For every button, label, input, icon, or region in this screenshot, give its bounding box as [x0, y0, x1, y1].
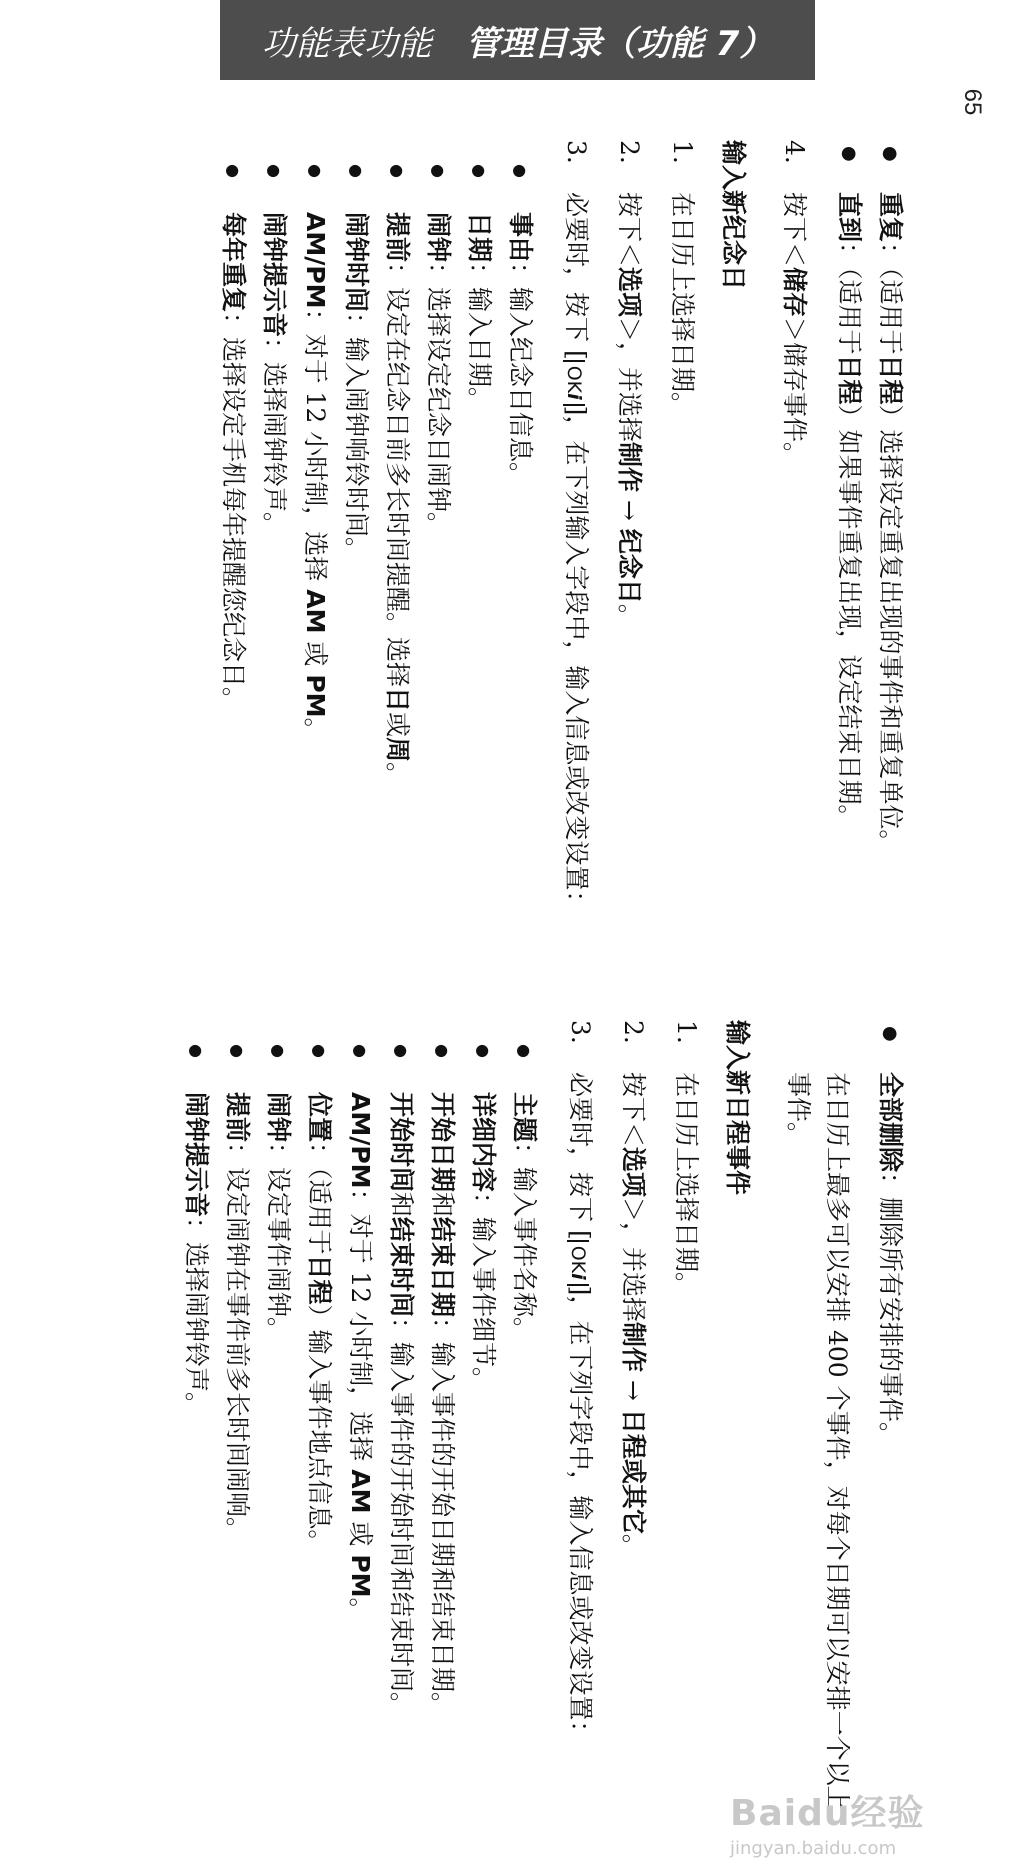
term: 重复: [876, 192, 905, 243]
bullet-delete-all: [871, 1020, 910, 1820]
term: 提前: [383, 212, 412, 263]
step-1: [667, 1020, 706, 1820]
term: 位置: [305, 1092, 334, 1143]
field-advance: [218, 1020, 257, 1820]
field-alarm-time: [337, 140, 376, 940]
field-alarm: [419, 140, 458, 940]
arrow: →: [615, 492, 644, 529]
text: 和: [428, 1192, 457, 1218]
heading-anniversary: 输入新纪念日: [719, 140, 748, 291]
text: 或: [383, 712, 412, 738]
field-alarm-tone: [177, 1020, 216, 1820]
field-times: [382, 1020, 421, 1820]
step-number: 3.: [566, 1020, 595, 1044]
step-text: 在日历上选择日期。: [668, 192, 697, 418]
term: 日程: [835, 354, 864, 405]
heading-new-schedule: 输入新日程事件: [723, 1020, 752, 1196]
desc: ：输入纪念日信息。: [506, 262, 535, 488]
term: 选项: [619, 1147, 648, 1198]
i-label: i: [567, 1273, 589, 1280]
term: 制作: [619, 1322, 648, 1373]
term: 主题: [510, 1092, 539, 1143]
note-paragraph: 在日历上最多可以安排 400 个事件，对每个日期可以安排一个以上事件。: [784, 1072, 852, 1811]
desc: ：输入事件名称。: [510, 1142, 539, 1343]
text: 或: [346, 1513, 375, 1555]
desc: ：对于 12 小时制，选择: [346, 1188, 375, 1470]
desc: ）输入事件地点信息。: [305, 1304, 334, 1555]
term: 日程: [876, 354, 905, 405]
step-1: [663, 140, 702, 940]
step-text: [558, 1072, 600, 1820]
desc: ：删除所有安排的事件。: [876, 1172, 905, 1448]
text: 按下＜: [619, 1072, 648, 1148]
field-alarm: [259, 1020, 298, 1820]
term: AM: [301, 589, 330, 634]
term: 闹钟: [424, 212, 453, 263]
step-3: [558, 1020, 600, 1820]
arrow: →: [619, 1372, 648, 1409]
step-text: [610, 192, 649, 940]
ok-label: OK: [563, 365, 585, 394]
term: 结束日期: [428, 1217, 457, 1318]
term: 储存: [780, 267, 809, 318]
step-number: 2.: [619, 1020, 648, 1044]
text: 。: [383, 762, 412, 788]
text: ：（适用于: [876, 242, 905, 355]
text: ]，在下列输入字段中，输入信息或改变设置：: [562, 405, 591, 916]
field-date: [460, 140, 499, 940]
term: 周: [383, 737, 412, 763]
text: ＞储存事件。: [780, 317, 809, 468]
field-yearly-repeat: [214, 140, 253, 940]
field-until: [830, 140, 869, 940]
rotated-body: [100, 100, 1000, 1872]
term: AM/PM: [346, 1092, 375, 1189]
term: 提前: [223, 1092, 252, 1143]
field-details: [464, 1020, 503, 1820]
text: ＞，并选择: [619, 1197, 648, 1323]
term: AM/PM: [301, 212, 330, 309]
ok-key-icon: [567, 1240, 589, 1286]
field-occasion: [501, 140, 540, 940]
desc: ：（适用于: [305, 1142, 334, 1255]
desc: ：选择设定手机每年提醒您纪念日。: [219, 312, 248, 713]
field-repeat: [871, 140, 910, 940]
term: 直到: [835, 192, 864, 243]
field-subject: [505, 1020, 544, 1820]
header-bar: [220, 0, 815, 80]
term: 选项: [615, 267, 644, 318]
desc: ：输入闹钟响铃时间。: [342, 312, 371, 563]
field-list: [177, 1020, 544, 1820]
column-right: [100, 120, 1000, 980]
text: 按下＜: [615, 192, 644, 268]
term: PM: [346, 1554, 375, 1598]
term: 闹钟提示音: [182, 1092, 211, 1218]
term: 开始时间: [387, 1092, 416, 1193]
text: 。: [301, 717, 330, 743]
watermark: [730, 1785, 990, 1860]
desc: ：输入事件细节。: [469, 1192, 498, 1393]
step-text: 在日历上选择日期。: [672, 1072, 701, 1298]
ok-key-icon: [563, 360, 585, 406]
text: 按下＜: [780, 192, 809, 268]
text: ：（适用于: [835, 242, 864, 355]
text: 或: [301, 633, 330, 675]
term: PM: [301, 674, 330, 718]
field-alarm-tone: [255, 140, 294, 940]
field-advance: [378, 140, 417, 940]
step-number: 1.: [672, 1020, 701, 1044]
desc: ：输入事件的开始时间和结束时间。: [387, 1317, 416, 1718]
header-title: 管理目录（功能 7）: [465, 23, 774, 64]
term: 开始日期: [428, 1092, 457, 1193]
desc: ：选择设定纪念日闹钟。: [424, 262, 453, 538]
field-list: [214, 140, 540, 940]
header-section: 功能表功能: [261, 23, 432, 64]
step-2: [610, 140, 649, 940]
step-text: [554, 192, 596, 940]
term: 闹钟提示音: [260, 212, 289, 338]
step-number: 4.: [780, 140, 809, 164]
term: 详细内容: [469, 1092, 498, 1193]
desc: ：对于 12 小时制，选择: [301, 308, 330, 590]
text: 。: [619, 1533, 648, 1559]
term: 日期: [465, 212, 494, 263]
term: 制作: [615, 442, 644, 493]
step-3: [554, 140, 596, 940]
step-4: [775, 140, 814, 940]
text: 必要时，按下 [: [566, 1072, 595, 1240]
term: 日程或其它: [619, 1408, 648, 1534]
step-text: [614, 1072, 653, 1820]
i-label: i: [563, 393, 585, 400]
desc: ）选择设定重复出现的事件和重复单位。: [876, 404, 905, 855]
term: 纪念日: [615, 528, 644, 604]
term: 全部删除: [876, 1072, 905, 1173]
desc: ）如果事件重复出现，设定结束日期。: [835, 404, 864, 830]
desc: ：输入日期。: [465, 262, 494, 413]
field-ampm: [341, 1020, 380, 1820]
term: 事由: [506, 212, 535, 263]
ok-label: OK: [567, 1245, 589, 1274]
term: 日: [383, 687, 412, 713]
step-2: [614, 1020, 653, 1820]
term: 闹钟时间: [342, 212, 371, 313]
field-location: [300, 1020, 339, 1820]
step-number: 3.: [562, 140, 591, 164]
text: 。: [346, 1597, 375, 1623]
text: 必要时，按下 [: [562, 192, 591, 360]
desc: ：输入事件的开始日期和结束日期。: [428, 1317, 457, 1718]
desc: ：设定事件闹钟。: [264, 1142, 293, 1343]
field-dates: [423, 1020, 462, 1820]
desc: ：设定在纪念日前多长时间提醒。选择: [383, 262, 412, 688]
text: ]，在下列字段中，输入信息或改变设置：: [566, 1285, 595, 1746]
desc: ：设定闹钟在事件前多长时间闹响。: [223, 1142, 252, 1543]
step-number: 1.: [668, 140, 697, 164]
term: 日程: [305, 1254, 334, 1305]
page-number: 65: [959, 88, 986, 116]
text: 。: [615, 603, 644, 629]
desc: ：选择闹钟铃声。: [182, 1217, 211, 1418]
step-text: [775, 192, 814, 940]
watermark-logo: [730, 1785, 990, 1836]
column-left: [100, 980, 1000, 1840]
term: AM: [346, 1469, 375, 1514]
field-ampm: [296, 140, 335, 940]
text: ＞，并选择: [615, 317, 644, 443]
step-number: 2.: [615, 140, 644, 164]
term: 结束时间: [387, 1217, 416, 1318]
watermark-logo-text: Baidu经验: [730, 1793, 925, 1834]
term: 每年重复: [219, 212, 248, 313]
term: 闹钟: [264, 1092, 293, 1143]
desc: ：选择闹钟铃声。: [260, 337, 289, 538]
text: 和: [387, 1192, 416, 1218]
watermark-url: jingyan.baidu.com: [730, 1838, 897, 1859]
